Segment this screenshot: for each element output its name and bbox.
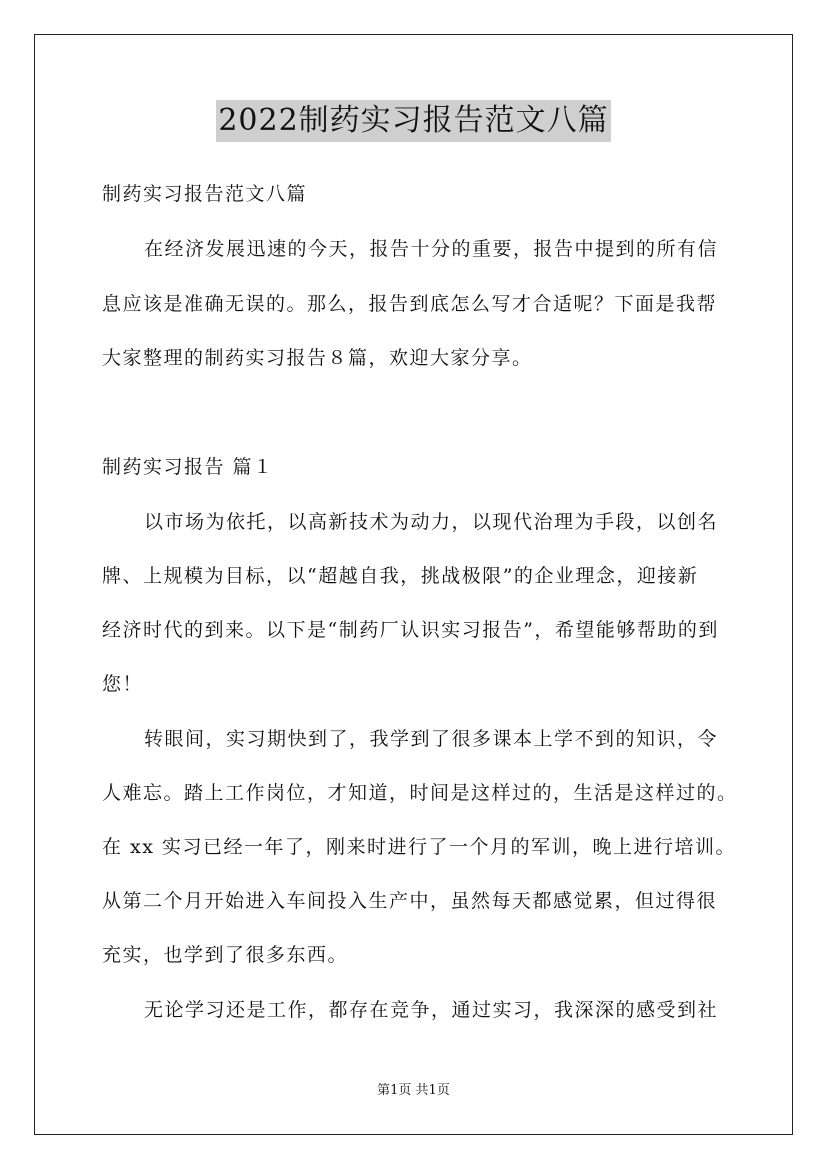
intro-line: 息应该是准确无误的。那么，报告到底怎么写才合适呢？下面是我帮 [102,293,718,315]
section-heading: 制药实习报告 篇１ [102,456,274,478]
paragraph-line: 经济时代的到来。以下是“制药厂认识实习报告”，希望能够帮助的到 [102,619,719,641]
title-container [0,100,827,142]
paragraph-line: 无论学习还是工作，都存在竞争，通过实习，我深深的感受到社 [144,999,719,1021]
paragraph-line: 您！ [102,673,144,695]
paragraph-line: 从第二个月开始进入车间投入生产中，虽然每天都感觉累，但过得很 [102,890,718,912]
paragraph-line: 牌、上规模为目标，以“超越自我，挑战极限”的企业理念，迎接新 [102,565,699,587]
page-footer: 第1页 共1页 [377,1083,450,1098]
paragraph-line: 以市场为依托，以高新技术为动力，以现代治理为手段，以创名 [144,511,719,533]
paragraph-line: 在 xx 实习已经一年了，刚来时进行了一个月的军训，晚上进行培训。 [102,836,737,858]
intro-line: 大家整理的制药实习报告８篇，欢迎大家分享。 [102,347,533,369]
paragraph-line: 人难忘。踏上工作岗位，才知道，时间是这样过的，生活是这样过的。 [102,782,738,804]
paragraph-line: 转眼间，实习期快到了，我学到了很多课本上学不到的知识，令 [144,728,719,750]
intro-line: 在经济发展迅速的今天，报告十分的重要，报告中提到的所有信 [144,238,719,260]
document-subtitle: 制药实习报告范文八篇 [102,183,308,205]
document-title: 2022制药实习报告范文八篇 [216,100,610,142]
paragraph-line: 充实，也学到了很多东西。 [102,944,349,966]
